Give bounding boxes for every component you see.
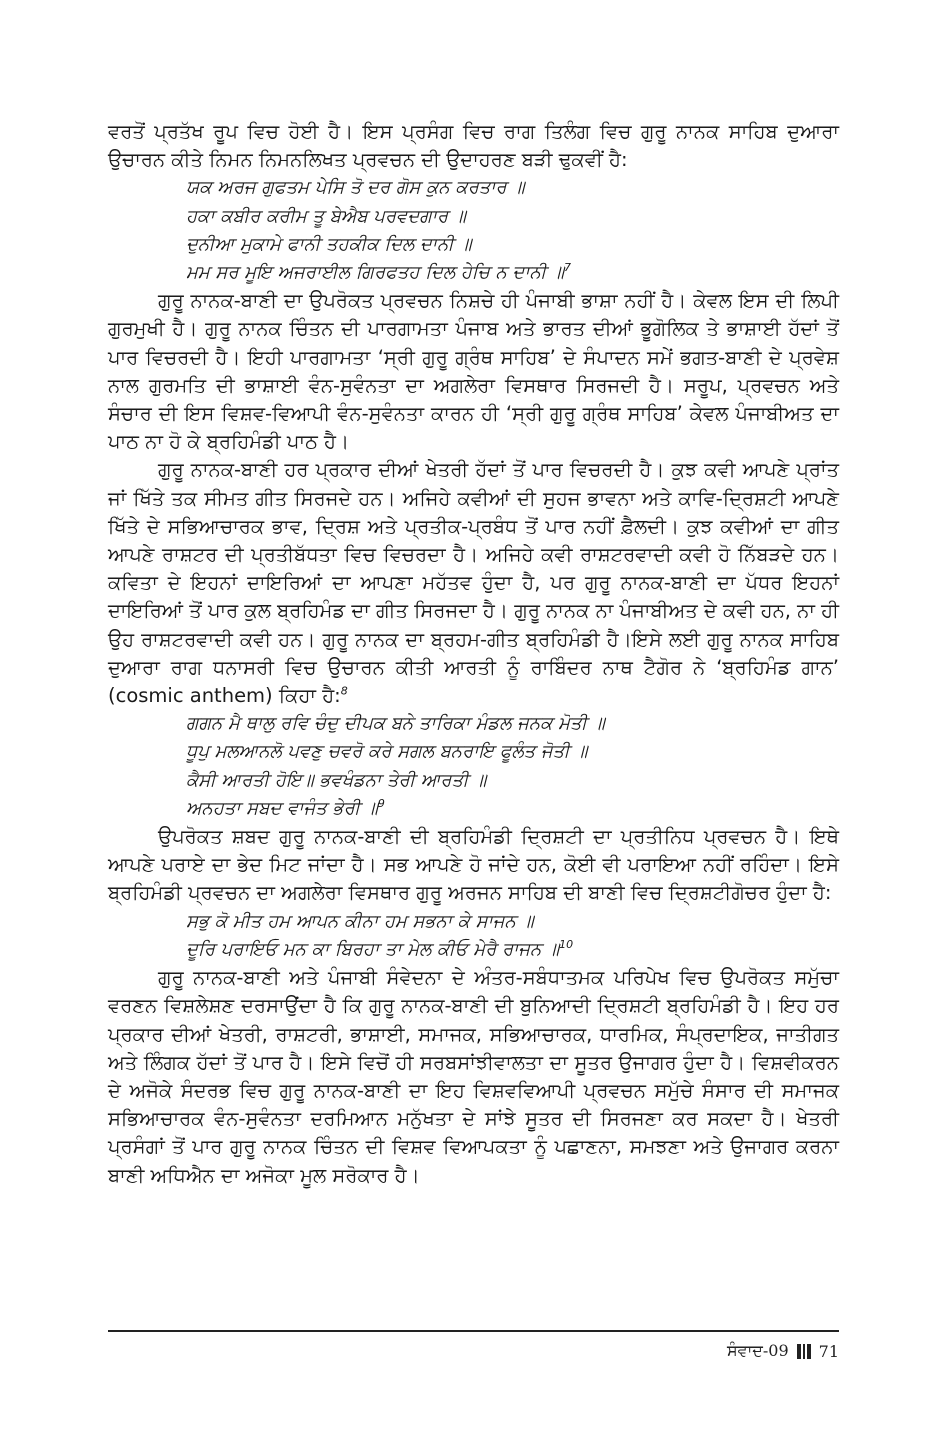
verse-text: ਦੂਰਿ ਪਰਾਇਓ ਮਨ ਕਾ ਬਿਰਹਾ ਤਾ ਮੇਲ ਕੀਓ ਮੇਰੈ ਰਾਜਨ ॥ (186, 938, 560, 960)
verse-text: ਅਨਹਤਾ ਸਬਦ ਵਾਜੰਤ ਭੇਰੀ ॥ (186, 797, 378, 819)
verse-text: ਮਮ ਸਰ ਮੂਇ ਅਜਰਾਈਲ ਗਿਰਫਤਹ ਦਿਲ ਹੇਚਿ ਨ ਦਾਨੀ ॥ (186, 262, 565, 284)
paragraph-3 (108, 456, 839, 710)
verse-line: ਹਕਾ ਕਬੀਰ ਕਰੀਮ ਤੂ ਬੇਐਬ ਪਰਵਦਗਾਰ ॥ (186, 205, 466, 227)
verse-line-last (186, 795, 839, 823)
verse-line: ਸਭੁ ਕੋ ਮੀਤ ਹਮ ਆਪਨ ਕੀਨਾ ਹਮ ਸਭਨਾ ਕੇ ਸਾਜਨ ॥ (186, 910, 534, 932)
verse-line: ਧੂਪੁ ਮਲਆਨਲੋ ਪਵਣੁ ਚਵਰੋ ਕਰੇ ਸਗਲ ਬਨਰਾਇ ਫੂਲੰਤ ਜੋਤੀ ॥ (186, 741, 588, 763)
verse-line: ਦੁਨੀਆ ਮੁਕਾਮੇ ਫਾਨੀ ਤਹਕੀਕ ਦਿਲ ਦਾਨੀ ॥ (186, 233, 472, 255)
footnote-marker: 9 (377, 796, 385, 810)
footnote-marker: 10 (559, 937, 574, 951)
bars-ornament-icon (797, 1343, 811, 1359)
page-number: 71 (818, 1341, 839, 1361)
verse-block-2 (186, 710, 839, 823)
journal-name: ਸੰਵਾਦ-09 (727, 1341, 789, 1360)
paragraph-1: ਵਰਤੋਂ ਪ੍ਰਤੱਖ ਰੂਪ ਵਿਚ ਹੋਈ ਹੈ। ਇਸ ਪ੍ਰਸੰਗ ਵਿਚ ਰਾਗ ਤਿਲੰਗ ਵਿਚ ਗੁਰੂ ਨਾਨਕ ਸਾਹਿਬ ਦੁਆਰਾ ਉਚਾਰਨ ਕੀਤੇ ਨਿਮਨ ਨਿਮਨਲਿਖਤ ਪ੍ਰਵਚਨ ਦੀ ਉਦਾਹਰਣ ਬੜੀ ਢੁਕਵੀਂ ਹੈ: (108, 120, 839, 172)
verse-block-1 (186, 174, 839, 287)
footer-divider (108, 1330, 839, 1332)
footnote-marker: 8 (340, 684, 348, 698)
paragraph-3-text: ਗੁਰੂ ਨਾਨਕ-ਬਾਣੀ ਹਰ ਪ੍ਰਕਾਰ ਦੀਆਂ ਖੇਤਰੀ ਹੱਦਾਂ ਤੋਂ ਪਾਰ ਵਿਚਰਦੀ ਹੈ। ਕੁਝ ਕਵੀ ਆਪਣੇ ਪ੍ਰਾਂਤ ਜਾਂ ਖਿੱਤੇ ਤਕ ਸੀਮਤ ਗੀਤ ਸਿਰਜਦੇ ਹਨ। ਅਜਿਹੇ ਕਵੀਆਂ ਦੀ ਸੁਹਜ ਭਾਵਨਾ ਅਤੇ ਕਾਵਿ-ਦ੍ਰਿਸ਼ਟੀ ਆਪਣੇ ਖਿੱਤੇ ਦੇ ਸਭਿਆਚਾਰਕ ਭਾਵ, ਦ੍ਰਿਸ਼ ਅਤੇ ਪ੍ਰਤੀਕ-ਪ੍ਰਬੰਧ ਤੋਂ ਪਾਰ ਨਹੀਂ ਫ਼ੈਲਦੀ। ਕੁਝ ਕਵੀਆਂ ਦਾ ਗੀਤ ਆਪਣੇ ਰਾਸ਼ਟਰ ਦੀ ਪ੍ਰਤੀਬੱਧਤਾ ਵਿਚ ਵਿਚਰਦਾ ਹੈ। ਅਜਿਹੇ ਕਵੀ ਰਾਸ਼ਟਰਵਾਦੀ ਕਵੀ ਹੋ ਨਿੱਬੜਦੇ ਹਨ। ਕਵਿਤਾ ਦੇ ਇਹਨਾਂ ਦਾਇਰਿਆਂ ਦਾ ਆਪਣਾ ਮਹੱਤਵ ਹੁੰਦਾ ਹੈ, ਪਰ ਗੁਰੂ ਨਾਨਕ-ਬਾਣੀ ਦਾ ਪੱਧਰ ਇਹਨਾਂ ਦਾਇਰਿਆਂ ਤੋਂ ਪਾਰ ਕੁਲ ਬ੍ਰਹਿਮੰਡ ਦਾ ਗੀਤ ਸਿਰਜਦਾ ਹੈ। ਗੁਰੂ ਨਾਨਕ ਨਾ ਪੰਜਾਬੀਅਤ ਦੇ ਕਵੀ ਹਨ, ਨਾ ਹੀ ਉਹ ਰਾਸ਼ਟਰਵਾਦੀ ਕਵੀ ਹਨ। ਗੁਰੂ ਨਾਨਕ ਦਾ ਬ੍ਰਹਮ-ਗੀਤ ਬ੍ਰਹਿਮੰਡੀ ਹੈ।ਇਸੇ ਲਈ ਗੁਰੂ ਨਾਨਕ ਸਾਹਿਬ ਦੁਆਰਾ ਰਾਗ ਧਨਾਸਰੀ ਵਿਚ ਉਚਾਰਨ ਕੀਤੀ ਆਰਤੀ ਨੂੰ ਰਾਬਿੰਦਰ ਨਾਥ ਟੈਗੋਰ ਨੇ ‘ਬ੍ਰਹਿਮੰਡ ਗਾਨ’ (cosmic anthem) ਕਿਹਾ ਹੈ: (108, 458, 839, 708)
verse-line-last (186, 936, 839, 964)
verse-block-3 (186, 908, 839, 964)
verse-line: ਗਗਨ ਮੈ ਥਾਲੁ ਰਵਿ ਚੰਦੁ ਦੀਪਕ ਬਨੇ ਤਾਰਿਕਾ ਮੰਡਲ ਜਨਕ ਮੋਤੀ ॥ (186, 713, 605, 735)
verse-line-last (186, 259, 839, 287)
verse-line: ਯਕ ਅਰਜ ਗੁਫਤਮ ਪੇਸਿ ਤੋ ਦਰ ਗੋਸ ਕੁਨ ਕਰਤਾਰ ॥ (186, 177, 525, 199)
verse-line: ਕੈਸੀ ਆਰਤੀ ਹੋਇ॥ ਭਵਖੰਡਨਾ ਤੇਰੀ ਆਰਤੀ ॥ (186, 769, 487, 791)
page-body (108, 118, 839, 1190)
paragraph-2: ਗੁਰੂ ਨਾਨਕ-ਬਾਣੀ ਦਾ ਉਪਰੋਕਤ ਪ੍ਰਵਚਨ ਨਿਸ਼ਚੇ ਹੀ ਪੰਜਾਬੀ ਭਾਸ਼ਾ ਨਹੀਂ ਹੈ। ਕੇਵਲ ਇਸ ਦੀ ਲਿਪੀ ਗੁਰਮੁਖੀ ਹੈ। ਗੁਰੂ ਨਾਨਕ ਚਿੰਤਨ ਦੀ ਪਾਰਗਾਮਤਾ ਪੰਜਾਬ ਅਤੇ ਭਾਰਤ ਦੀਆਂ ਭੂਗੋਲਿਕ ਤੇ ਭਾਸ਼ਾਈ ਹੱਦਾਂ ਤੋਂ ਪਾਰ ਵਿਚਰਦੀ ਹੈ। ਇਹੀ ਪਾਰਗਾਮਤਾ ‘ਸ੍ਰੀ ਗੁਰੂ ਗ੍ਰੰਥ ਸਾਹਿਬ’ ਦੇ ਸੰਪਾਦਨ ਸਮੇਂ ਭਗਤ-ਬਾਣੀ ਦੇ ਪ੍ਰਵੇਸ਼ ਨਾਲ ਗੁਰਮਤਿ ਦੀ ਭਾਸ਼ਾਈ ਵੰਨ-ਸੁਵੰਨਤਾ ਦਾ ਅਗਲੇਰਾ ਵਿਸਥਾਰ ਸਿਰਜਦੀ ਹੈ। ਸਰੂਪ, ਪ੍ਰਵਚਨ ਅਤੇ ਸੰਚਾਰ ਦੀ ਇਸ ਵਿਸ਼ਵ-ਵਿਆਪੀ ਵੰਨ-ਸੁਵੰਨਤਾ ਕਾਰਨ ਹੀ ‘ਸ੍ਰੀ ਗੁਰੂ ਗ੍ਰੰਥ ਸਾਹਿਬ’ ਕੇਵਲ ਪੰਜਾਬੀਅਤ ਦਾ ਪਾਠ ਨਾ ਹੋ ਕੇ ਬ੍ਰਹਿਮੰਡੀ ਪਾਠ ਹੈ। (108, 289, 839, 454)
paragraph-5: ਗੁਰੂ ਨਾਨਕ-ਬਾਣੀ ਅਤੇ ਪੰਜਾਬੀ ਸੰਵੇਦਨਾ ਦੇ ਅੰਤਰ-ਸਬੰਧਾਤਮਕ ਪਰਿਪੇਖ ਵਿਚ ਉਪਰੋਕਤ ਸਮੁੱਚਾ ਵਰਣਨ ਵਿਸ਼ਲੇਸ਼ਣ ਦਰਸਾਉਂਦਾ ਹੈ ਕਿ ਗੁਰੂ ਨਾਨਕ-ਬਾਣੀ ਦੀ ਬੁਨਿਆਦੀ ਦ੍ਰਿਸ਼ਟੀ ਬ੍ਰਹਿਮੰਡੀ ਹੈ। ਇਹ ਹਰ ਪ੍ਰਕਾਰ ਦੀਆਂ ਖੇਤਰੀ, ਰਾਸ਼ਟਰੀ, ਭਾਸ਼ਾਈ, ਸਮਾਜਕ, ਸਭਿਆਚਾਰਕ, ਧਾਰਮਿਕ, ਸੰਪ੍ਰਦਾਇਕ, ਜਾਤੀਗਤ ਅਤੇ ਲਿੰਗਕ ਹੱਦਾਂ ਤੋਂ ਪਾਰ ਹੈ। ਇਸੇ ਵਿਚੋਂ ਹੀ ਸਰਬਸਾਂਝੀਵਾਲਤਾ ਦਾ ਸੂਤਰ ਉਜਾਗਰ ਹੁੰਦਾ ਹੈ। ਵਿਸ਼ਵੀਕਰਨ ਦੇ ਅਜੋਕੇ ਸੰਦਰਭ ਵਿਚ ਗੁਰੂ ਨਾਨਕ-ਬਾਣੀ ਦਾ ਇਹ ਵਿਸ਼ਵਵਿਆਪੀ ਪ੍ਰਵਚਨ ਸਮੁੱਚੇ ਸੰਸਾਰ ਦੀ ਸਮਾਜਕ ਸਭਿਆਚਾਰਕ ਵੰਨ-ਸੁਵੰਨਤਾ ਦਰਮਿਆਨ ਮਨੁੱਖਤਾ ਦੇ ਸਾਂਝੇ ਸੂਤਰ ਦੀ ਸਿਰਜਣਾ ਕਰ ਸਕਦਾ ਹੈ। ਖੇਤਰੀ ਪ੍ਰਸੰਗਾਂ ਤੋਂ ਪਾਰ ਗੁਰੂ ਨਾਨਕ ਚਿੰਤਨ ਦੀ ਵਿਸ਼ਵ ਵਿਆਪਕਤਾ ਨੂੰ ਪਛਾਣਨਾ, ਸਮਝਣਾ ਅਤੇ ਉਜਾਗਰ ਕਰਨਾ ਬਾਣੀ ਅਧਿਐਨ ਦਾ ਅਜੋਕਾ ਮੂਲ ਸਰੋਕਾਰ ਹੈ। (108, 966, 839, 1187)
page-footer (727, 1341, 839, 1361)
footnote-marker: 7 (564, 261, 572, 275)
paragraph-4: ਉਪਰੋਕਤ ਸ਼ਬਦ ਗੁਰੂ ਨਾਨਕ-ਬਾਣੀ ਦੀ ਬ੍ਰਹਿਮੰਡੀ ਦ੍ਰਿਸ਼ਟੀ ਦਾ ਪ੍ਰਤੀਨਿਧ ਪ੍ਰਵਚਨ ਹੈ। ਇਥੇ ਆਪਣੇ ਪਰਾਏ ਦਾ ਭੇਦ ਮਿਟ ਜਾਂਦਾ ਹੈ। ਸਭ ਆਪਣੇ ਹੋ ਜਾਂਦੇ ਹਨ, ਕੋਈ ਵੀ ਪਰਾਇਆ ਨਹੀਂ ਰਹਿੰਦਾ। ਇਸੇ ਬ੍ਰਹਿਮੰਡੀ ਪ੍ਰਵਚਨ ਦਾ ਅਗਲੇਰਾ ਵਿਸਥਾਰ ਗੁਰੂ ਅਰਜਨ ਸਾਹਿਬ ਦੀ ਬਾਣੀ ਵਿਚ ਦ੍ਰਿਸ਼ਟੀਗੋਚਰ ਹੁੰਦਾ ਹੈ: (108, 825, 839, 905)
